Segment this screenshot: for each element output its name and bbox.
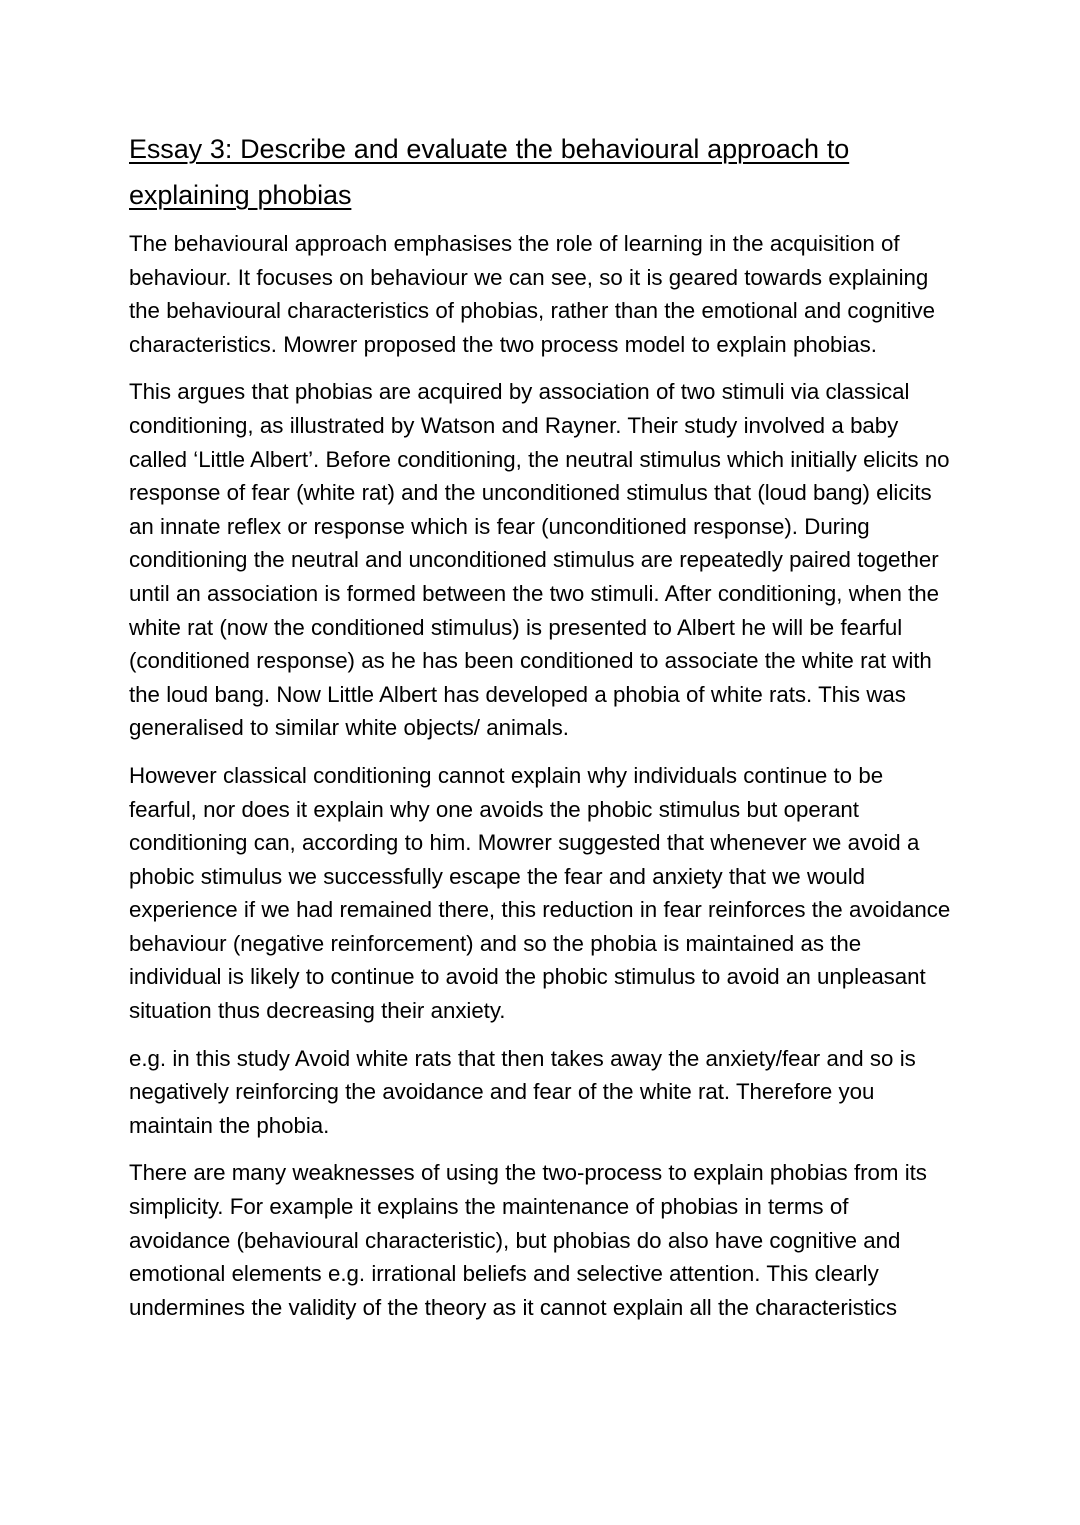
paragraph-classical-conditioning: This argues that phobias are acquired by association of two stimuli via classical conditioning, as illustrated by Watson and Rayner. Their study involved a baby called ‘Little Albert’. Before conditioning, the neutral stimulus which initially elicits no response of fear (white rat) and the unconditioned stimulus that (loud bang) elicits an innate reflex or response which is fear (unconditioned response). During conditioning the neutral and unconditioned stimulus are repeatedly paired together until an association is formed between the two stimuli. After conditioning, when the white rat (now the conditioned stimulus) is presented to Albert he will be fearful (conditioned response) as he has been conditioned to associate the white rat with the loud bang. Now Little Albert has developed a phobia of white rats. This was generalised to similar white objects/ animals. <box>129 379 950 741</box>
page-title: Essay 3: Describe and evaluate the behavioural approach to explaining phobias <box>129 134 850 210</box>
paragraph-operant-conditioning: However classical conditioning cannot explain why individuals continue to be fearful, nor does it explain why one avoids the phobic stimulus but operant conditioning can, according to him. Mowrer suggested that whenever we avoid a phobic stimulus we successfully escape the fear and anxiety that we would experience if we had remained there, this reduction in fear reinforces the avoidance behaviour (negative reinforcement) and so the phobia is maintained as the individual is likely to continue to avoid the phobic stimulus to avoid an unpleasant situation thus decreasing their anxiety. <box>129 762 951 1024</box>
paragraph-example: e.g. in this study Avoid white rats that then takes away the anxiety/fear and so is negatively reinforcing the avoidance and fear of the white rat. Therefore you maintain the phobia. <box>129 1045 916 1138</box>
paragraph-intro: The behavioural approach emphasises the role of learning in the acquisition of behaviour. It focuses on behaviour we can see, so it is geared towards explaining the behavioural characteristics of phobias, rather than the emotional and cognitive characteristics. Mowrer proposed the two process model to explain phobias. <box>129 231 935 357</box>
paragraph-evaluation-weakness: There are many weaknesses of using the two-process to explain phobias from its simplicity. For example it explains the maintenance of phobias in terms of avoidance (behavioural characteristic), but phobias do also have cognitive and emotional elements e.g. irrational beliefs and selective attention. This clearly undermines the validity of the theory as it cannot explain all the characteristics <box>129 1160 927 1320</box>
document-body <box>129 126 951 1324</box>
